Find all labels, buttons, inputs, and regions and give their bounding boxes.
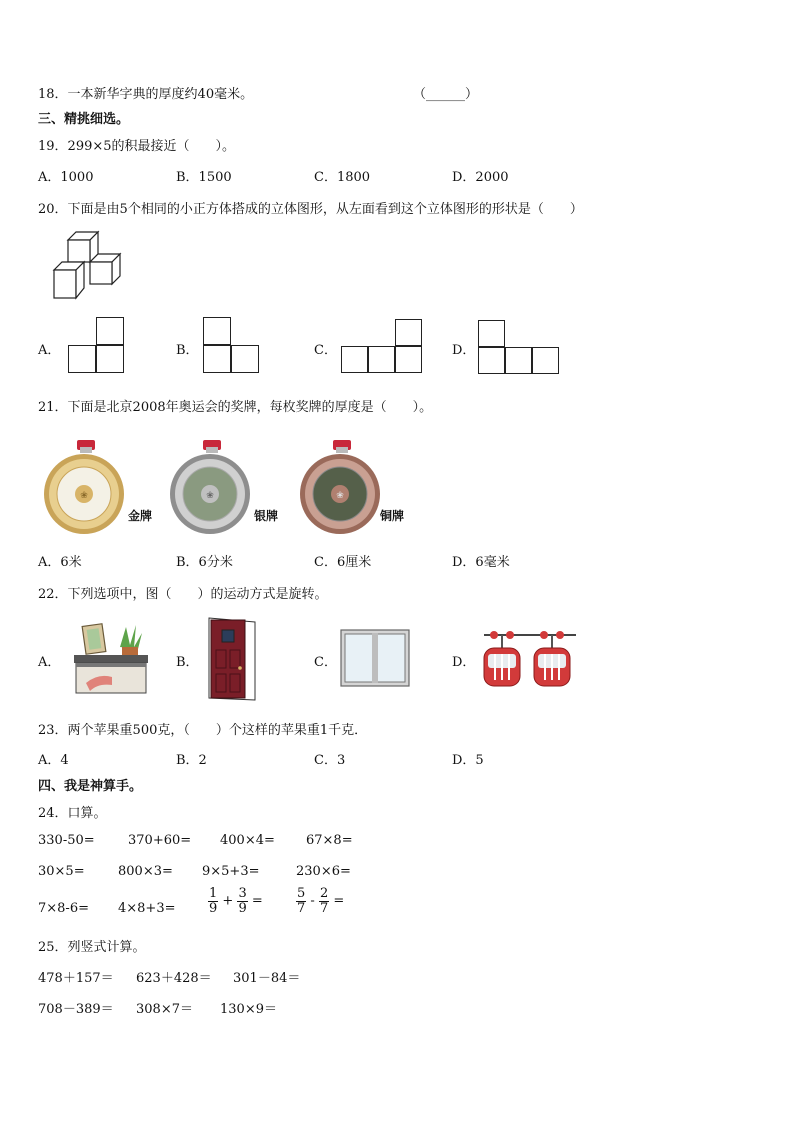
q23-text: 23．两个苹果重500克，（ ）个这样的苹果重1千克． <box>38 723 368 738</box>
q25-r2-c2: 308×7＝ <box>136 1002 193 1017</box>
q22-text: 22．下列选项中，图（ ）的运动方式是旋转。 <box>38 587 328 602</box>
svg-text:❀: ❀ <box>80 491 88 501</box>
q20-text: 20．下面是由5个相同的小正方体搭成的立体图形，从左面看到这个立体图形的形状是（ ） <box>38 202 583 217</box>
q24-r3-c1: 7×8-6= <box>38 901 89 916</box>
shape-option-c[interactable] <box>341 319 423 374</box>
q25-r1-c3: 301－84＝ <box>233 971 301 986</box>
q21-text: 21．下面是北京2008年奥运会的奖牌，每枚奖牌的厚度是（ ）。 <box>38 400 433 415</box>
q20-option-b[interactable]: B． <box>176 343 199 358</box>
svg-text:❀: ❀ <box>336 491 344 501</box>
q23-option-b[interactable]: B．2 <box>176 753 207 768</box>
gold-medal-label: 金牌 <box>128 509 153 523</box>
q25-r2-c3: 130×9＝ <box>220 1002 277 1017</box>
q23-option-a[interactable]: A．4 <box>38 753 69 768</box>
q24-r1-c1: 330-50= <box>38 833 95 848</box>
bronze-medal-label: 铜牌 <box>380 509 405 523</box>
q24-fraction-expr-1: $\frac{1}{9}$ + $\frac{3}{9}$ = <box>209 886 263 916</box>
shape-option-d[interactable] <box>478 320 560 375</box>
window-picture[interactable] <box>340 629 410 687</box>
svg-text:❀: ❀ <box>206 491 214 501</box>
silver-medal-image <box>166 438 256 534</box>
door-picture[interactable] <box>207 616 259 702</box>
q23-option-c[interactable]: C．3 <box>314 753 346 768</box>
q24-r2-c2: 800×3= <box>118 864 173 879</box>
cube-figure <box>50 226 130 304</box>
cable-car-picture[interactable] <box>482 628 578 690</box>
q20-option-a[interactable]: A． <box>38 343 61 358</box>
q25-r1-c1: 478＋157＝ <box>38 971 114 986</box>
section-3-heading: 三、精挑细选。 <box>38 112 130 127</box>
q18-text: 18．一本新华字典的厚度约40毫米。 <box>38 87 254 102</box>
q25-text: 25．列竖式计算。 <box>38 940 146 955</box>
q19-option-b[interactable]: B．1500 <box>176 170 232 185</box>
q22-option-d[interactable]: D． <box>452 655 476 670</box>
q19-option-c[interactable]: C．1800 <box>314 170 371 185</box>
q18-answer-blank[interactable]: （______） <box>413 87 479 102</box>
q19-text: 19．299×5的积最接近（ ）。 <box>38 139 236 154</box>
q22-option-b[interactable]: B． <box>176 655 199 670</box>
q21-option-b[interactable]: B．6分米 <box>176 555 233 570</box>
q20-option-d[interactable]: D． <box>452 343 476 358</box>
q24-r1-c2: 370+60= <box>128 833 192 848</box>
q24-r1-c3: 400×4= <box>220 833 275 848</box>
shape-option-a[interactable] <box>68 317 124 373</box>
silver-medal-label: 银牌 <box>254 509 279 523</box>
q24-r2-c4: 230×6= <box>296 864 351 879</box>
q22-option-a[interactable]: A． <box>38 655 61 670</box>
shape-option-b[interactable] <box>203 317 259 373</box>
q24-fraction-expr-2: $\frac{5}{7}$ - $\frac{2}{7}$ = <box>297 886 345 916</box>
q22-option-c[interactable]: C． <box>314 655 337 670</box>
q24-text: 24．口算。 <box>38 806 107 821</box>
q24-r2-c3: 9×5+3= <box>202 864 260 879</box>
drawer-picture[interactable] <box>72 617 152 695</box>
q20-option-c[interactable]: C． <box>314 343 337 358</box>
q25-r2-c1: 708－389＝ <box>38 1002 114 1017</box>
q21-option-d[interactable]: D．6毫米 <box>452 555 510 570</box>
q23-option-d[interactable]: D．5 <box>452 753 484 768</box>
bronze-medal-image <box>296 438 386 534</box>
q21-option-c[interactable]: C．6厘米 <box>314 555 372 570</box>
q25-r1-c2: 623＋428＝ <box>136 971 212 986</box>
q21-option-a[interactable]: A．6米 <box>38 555 82 570</box>
q19-option-a[interactable]: A．1000 <box>38 170 94 185</box>
q24-r1-c4: 67×8= <box>306 833 353 848</box>
section-4-heading: 四、我是神算手。 <box>38 779 143 794</box>
q24-r3-c2: 4×8+3= <box>118 901 176 916</box>
gold-medal-image <box>40 438 130 534</box>
q24-r2-c1: 30×5= <box>38 864 85 879</box>
q19-option-d[interactable]: D．2000 <box>452 170 509 185</box>
